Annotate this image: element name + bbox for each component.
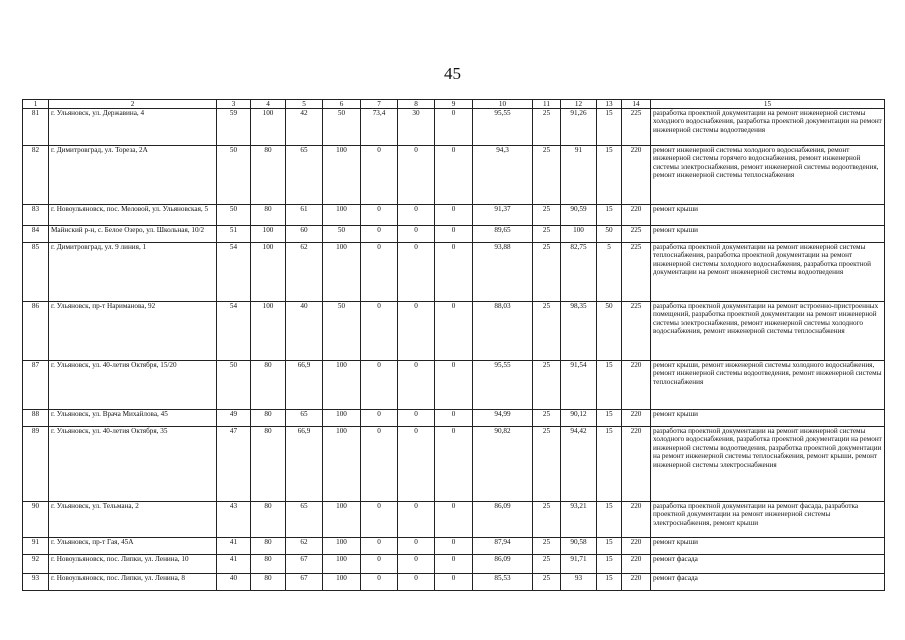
value-cell: 25 bbox=[533, 243, 561, 302]
value-cell: 59 bbox=[217, 109, 251, 146]
value-cell: 225 bbox=[622, 226, 651, 243]
value-cell: 0 bbox=[361, 538, 398, 555]
value-cell: 80 bbox=[251, 146, 286, 205]
row-number: 87 bbox=[23, 361, 49, 410]
value-cell: 86,09 bbox=[473, 555, 533, 574]
address-cell: Майнский р-н, с. Белое Озеро, ул. Школьная, 10/2 bbox=[49, 226, 217, 243]
table-row bbox=[23, 243, 885, 302]
work-description-cell: ремонт фасада bbox=[651, 555, 885, 574]
value-cell: 15 bbox=[597, 146, 622, 205]
table-row bbox=[23, 205, 885, 226]
address-cell: г. Новоульяновск, пос. Липки, ул. Ленина, 8 bbox=[49, 574, 217, 591]
value-cell: 80 bbox=[251, 205, 286, 226]
value-cell: 40 bbox=[286, 302, 323, 361]
column-header: 3 bbox=[217, 100, 251, 109]
value-cell: 47 bbox=[217, 427, 251, 502]
value-cell: 25 bbox=[533, 109, 561, 146]
value-cell: 91,54 bbox=[561, 361, 597, 410]
address-cell: г. Димитровград, ул. Тореза, 2А bbox=[49, 146, 217, 205]
value-cell: 91 bbox=[561, 146, 597, 205]
value-cell: 54 bbox=[217, 243, 251, 302]
value-cell: 0 bbox=[398, 205, 435, 226]
value-cell: 15 bbox=[597, 555, 622, 574]
value-cell: 65 bbox=[286, 410, 323, 427]
value-cell: 0 bbox=[398, 243, 435, 302]
value-cell: 80 bbox=[251, 555, 286, 574]
value-cell: 50 bbox=[323, 302, 361, 361]
column-header: 14 bbox=[622, 100, 651, 109]
value-cell: 100 bbox=[323, 361, 361, 410]
value-cell: 98,35 bbox=[561, 302, 597, 361]
column-header: 12 bbox=[561, 100, 597, 109]
value-cell: 62 bbox=[286, 243, 323, 302]
value-cell: 67 bbox=[286, 555, 323, 574]
value-cell: 100 bbox=[323, 502, 361, 538]
work-description-cell: разработка проектной документации на ремонт инженерной системы холодного водоснабжения, разработка проектной документации на ремонт инженерной системы водоотведения bbox=[651, 109, 885, 146]
value-cell: 40 bbox=[217, 574, 251, 591]
value-cell: 42 bbox=[286, 109, 323, 146]
value-cell: 0 bbox=[361, 502, 398, 538]
value-cell: 0 bbox=[361, 205, 398, 226]
value-cell: 80 bbox=[251, 361, 286, 410]
value-cell: 100 bbox=[323, 574, 361, 591]
value-cell: 80 bbox=[251, 502, 286, 538]
address-cell: г. Ульяновск, ул. 40-летия Октября, 15/20 bbox=[49, 361, 217, 410]
address-cell: г. Ульяновск, ул. Тельмана, 2 bbox=[49, 502, 217, 538]
value-cell: 0 bbox=[435, 243, 473, 302]
value-cell: 0 bbox=[361, 410, 398, 427]
work-description-cell: ремонт крыши, ремонт инженерной системы холодного водоснабжения, ремонт инженерной системы водоотведения, ремонт инженерной системы теплоснабжения bbox=[651, 361, 885, 410]
value-cell: 51 bbox=[217, 226, 251, 243]
table-row bbox=[23, 502, 885, 538]
value-cell: 90,82 bbox=[473, 427, 533, 502]
value-cell: 50 bbox=[217, 361, 251, 410]
row-number: 82 bbox=[23, 146, 49, 205]
table-row bbox=[23, 538, 885, 555]
value-cell: 225 bbox=[622, 302, 651, 361]
value-cell: 0 bbox=[435, 226, 473, 243]
column-header: 1 bbox=[23, 100, 49, 109]
value-cell: 0 bbox=[435, 410, 473, 427]
value-cell: 0 bbox=[435, 146, 473, 205]
column-header: 10 bbox=[473, 100, 533, 109]
value-cell: 62 bbox=[286, 538, 323, 555]
column-header: 5 bbox=[286, 100, 323, 109]
value-cell: 50 bbox=[323, 226, 361, 243]
value-cell: 220 bbox=[622, 502, 651, 538]
address-cell: г. Ульяновск, пр-т Нариманова, 92 bbox=[49, 302, 217, 361]
table-row bbox=[23, 109, 885, 146]
work-description-cell: ремонт крыши bbox=[651, 538, 885, 555]
value-cell: 100 bbox=[323, 538, 361, 555]
value-cell: 220 bbox=[622, 146, 651, 205]
value-cell: 50 bbox=[323, 109, 361, 146]
value-cell: 65 bbox=[286, 502, 323, 538]
value-cell: 0 bbox=[361, 427, 398, 502]
value-cell: 100 bbox=[561, 226, 597, 243]
value-cell: 66,9 bbox=[286, 361, 323, 410]
value-cell: 15 bbox=[597, 427, 622, 502]
value-cell: 80 bbox=[251, 538, 286, 555]
value-cell: 80 bbox=[251, 427, 286, 502]
value-cell: 0 bbox=[361, 302, 398, 361]
address-cell: г. Новоульяновск, пос. Меловой, ул. Ульяновская, 5 bbox=[49, 205, 217, 226]
value-cell: 0 bbox=[361, 574, 398, 591]
value-cell: 54 bbox=[217, 302, 251, 361]
value-cell: 91,26 bbox=[561, 109, 597, 146]
value-cell: 49 bbox=[217, 410, 251, 427]
work-description-cell: разработка проектной документации на ремонт инженерной системы холодного водоснабжения, разработка проектной документации на ремонт инженерной системы водоотведения, разработка проектной документации на ремонт инженерной системы теплоснабжения, ремонт крыши, ремонт инженерной системы электроснабжения bbox=[651, 427, 885, 502]
value-cell: 15 bbox=[597, 538, 622, 555]
value-cell: 15 bbox=[597, 574, 622, 591]
value-cell: 0 bbox=[435, 538, 473, 555]
value-cell: 0 bbox=[398, 574, 435, 591]
row-number: 91 bbox=[23, 538, 49, 555]
value-cell: 0 bbox=[398, 302, 435, 361]
table-row bbox=[23, 555, 885, 574]
address-cell: г. Ульяновск, пр-т Гая, 45А bbox=[49, 538, 217, 555]
value-cell: 0 bbox=[435, 555, 473, 574]
address-cell: г. Димитровград, ул. 9 линия, 1 bbox=[49, 243, 217, 302]
table-row bbox=[23, 574, 885, 591]
work-description-cell: ремонт крыши bbox=[651, 205, 885, 226]
value-cell: 25 bbox=[533, 302, 561, 361]
value-cell: 25 bbox=[533, 205, 561, 226]
work-description-cell: ремонт крыши bbox=[651, 410, 885, 427]
column-header: 15 bbox=[651, 100, 885, 109]
value-cell: 25 bbox=[533, 538, 561, 555]
row-number: 85 bbox=[23, 243, 49, 302]
address-cell: г. Новоульяновск, пос. Липки, ул. Ленина, 10 bbox=[49, 555, 217, 574]
column-header: 9 bbox=[435, 100, 473, 109]
value-cell: 25 bbox=[533, 226, 561, 243]
value-cell: 0 bbox=[435, 205, 473, 226]
value-cell: 0 bbox=[435, 361, 473, 410]
value-cell: 220 bbox=[622, 361, 651, 410]
value-cell: 220 bbox=[622, 538, 651, 555]
value-cell: 25 bbox=[533, 574, 561, 591]
value-cell: 0 bbox=[361, 243, 398, 302]
row-number: 84 bbox=[23, 226, 49, 243]
value-cell: 43 bbox=[217, 502, 251, 538]
value-cell: 0 bbox=[361, 226, 398, 243]
value-cell: 225 bbox=[622, 243, 651, 302]
column-header: 2 bbox=[49, 100, 217, 109]
value-cell: 0 bbox=[398, 410, 435, 427]
value-cell: 0 bbox=[435, 109, 473, 146]
value-cell: 0 bbox=[398, 427, 435, 502]
value-cell: 100 bbox=[323, 205, 361, 226]
value-cell: 86,09 bbox=[473, 502, 533, 538]
value-cell: 100 bbox=[323, 146, 361, 205]
row-number: 88 bbox=[23, 410, 49, 427]
column-header: 4 bbox=[251, 100, 286, 109]
value-cell: 93 bbox=[561, 574, 597, 591]
value-cell: 25 bbox=[533, 555, 561, 574]
value-cell: 95,55 bbox=[473, 109, 533, 146]
row-number: 89 bbox=[23, 427, 49, 502]
address-cell: г. Ульяновск, ул. 40-летия Октября, 35 bbox=[49, 427, 217, 502]
value-cell: 85,53 bbox=[473, 574, 533, 591]
row-number: 93 bbox=[23, 574, 49, 591]
page-number: 45 bbox=[444, 64, 461, 83]
value-cell: 0 bbox=[361, 361, 398, 410]
value-cell: 93,21 bbox=[561, 502, 597, 538]
value-cell: 41 bbox=[217, 538, 251, 555]
value-cell: 0 bbox=[398, 555, 435, 574]
column-header: 6 bbox=[323, 100, 361, 109]
value-cell: 93,88 bbox=[473, 243, 533, 302]
value-cell: 90,58 bbox=[561, 538, 597, 555]
value-cell: 0 bbox=[361, 146, 398, 205]
row-number: 92 bbox=[23, 555, 49, 574]
value-cell: 82,75 bbox=[561, 243, 597, 302]
work-description-cell: ремонт крыши bbox=[651, 226, 885, 243]
value-cell: 88,03 bbox=[473, 302, 533, 361]
work-description-cell: разработка проектной документации на ремонт фасада, разработка проектной документации на ремонт инженерной системы электроснабжения, ремонт крыши bbox=[651, 502, 885, 538]
value-cell: 15 bbox=[597, 205, 622, 226]
value-cell: 95,55 bbox=[473, 361, 533, 410]
value-cell: 50 bbox=[217, 146, 251, 205]
value-cell: 25 bbox=[533, 410, 561, 427]
address-cell: г. Ульяновск, ул. Державина, 4 bbox=[49, 109, 217, 146]
value-cell: 15 bbox=[597, 361, 622, 410]
table-row bbox=[23, 427, 885, 502]
value-cell: 73,4 bbox=[361, 109, 398, 146]
value-cell: 220 bbox=[622, 205, 651, 226]
repair-table bbox=[22, 99, 885, 591]
value-cell: 0 bbox=[398, 361, 435, 410]
value-cell: 100 bbox=[323, 243, 361, 302]
value-cell: 0 bbox=[398, 226, 435, 243]
header-row bbox=[23, 100, 885, 109]
table-row bbox=[23, 226, 885, 243]
value-cell: 100 bbox=[323, 410, 361, 427]
value-cell: 91,37 bbox=[473, 205, 533, 226]
value-cell: 25 bbox=[533, 427, 561, 502]
value-cell: 90,12 bbox=[561, 410, 597, 427]
value-cell: 65 bbox=[286, 146, 323, 205]
value-cell: 25 bbox=[533, 146, 561, 205]
row-number: 90 bbox=[23, 502, 49, 538]
value-cell: 15 bbox=[597, 502, 622, 538]
value-cell: 220 bbox=[622, 574, 651, 591]
table-row bbox=[23, 302, 885, 361]
row-number: 86 bbox=[23, 302, 49, 361]
value-cell: 66,9 bbox=[286, 427, 323, 502]
value-cell: 15 bbox=[597, 410, 622, 427]
row-number: 81 bbox=[23, 109, 49, 146]
table-row bbox=[23, 361, 885, 410]
value-cell: 87,94 bbox=[473, 538, 533, 555]
value-cell: 30 bbox=[398, 109, 435, 146]
value-cell: 0 bbox=[398, 146, 435, 205]
value-cell: 67 bbox=[286, 574, 323, 591]
value-cell: 220 bbox=[622, 555, 651, 574]
value-cell: 0 bbox=[398, 502, 435, 538]
value-cell: 220 bbox=[622, 427, 651, 502]
value-cell: 94,99 bbox=[473, 410, 533, 427]
value-cell: 100 bbox=[323, 427, 361, 502]
value-cell: 50 bbox=[597, 302, 622, 361]
work-description-cell: разработка проектной документации на ремонт инженерной системы теплоснабжения, разработка проектной документации на ремонт инженерной системы холодного водоснабжения, разработка проектной документации на ремонт инженерной системы водоотведения bbox=[651, 243, 885, 302]
column-header: 13 bbox=[597, 100, 622, 109]
value-cell: 50 bbox=[597, 226, 622, 243]
value-cell: 90,59 bbox=[561, 205, 597, 226]
column-header: 8 bbox=[398, 100, 435, 109]
value-cell: 0 bbox=[435, 502, 473, 538]
value-cell: 0 bbox=[398, 538, 435, 555]
work-description-cell: ремонт инженерной системы холодного водоснабжения, ремонт инженерной системы горячего водоснабжения, ремонт инженерной системы электроснабжения, ремонт инженерной системы водоотведения, ремонт инженерной системы теплоснабжения bbox=[651, 146, 885, 205]
value-cell: 5 bbox=[597, 243, 622, 302]
value-cell: 100 bbox=[251, 302, 286, 361]
value-cell: 91,71 bbox=[561, 555, 597, 574]
value-cell: 0 bbox=[435, 302, 473, 361]
value-cell: 80 bbox=[251, 574, 286, 591]
value-cell: 100 bbox=[251, 243, 286, 302]
value-cell: 0 bbox=[435, 427, 473, 502]
value-cell: 220 bbox=[622, 410, 651, 427]
table-row bbox=[23, 146, 885, 205]
value-cell: 61 bbox=[286, 205, 323, 226]
value-cell: 15 bbox=[597, 109, 622, 146]
value-cell: 0 bbox=[361, 555, 398, 574]
column-header: 11 bbox=[533, 100, 561, 109]
value-cell: 0 bbox=[435, 574, 473, 591]
value-cell: 100 bbox=[323, 555, 361, 574]
value-cell: 94,42 bbox=[561, 427, 597, 502]
value-cell: 225 bbox=[622, 109, 651, 146]
value-cell: 80 bbox=[251, 410, 286, 427]
row-number: 83 bbox=[23, 205, 49, 226]
value-cell: 94,3 bbox=[473, 146, 533, 205]
value-cell: 25 bbox=[533, 502, 561, 538]
table-row bbox=[23, 410, 885, 427]
value-cell: 60 bbox=[286, 226, 323, 243]
value-cell: 41 bbox=[217, 555, 251, 574]
value-cell: 100 bbox=[251, 226, 286, 243]
column-header: 7 bbox=[361, 100, 398, 109]
value-cell: 100 bbox=[251, 109, 286, 146]
value-cell: 89,65 bbox=[473, 226, 533, 243]
work-description-cell: ремонт фасада bbox=[651, 574, 885, 591]
address-cell: г. Ульяновск, ул. Врача Михайлова, 45 bbox=[49, 410, 217, 427]
work-description-cell: разработка проектной документации на ремонт встроенно-пристроенных помещений, разработка проектной документации на ремонт инженерной системы электроснабжения, ремонт инженерной системы холодного водоснабжения, ремонт инженерной системы теплоснабжения bbox=[651, 302, 885, 361]
value-cell: 50 bbox=[217, 205, 251, 226]
value-cell: 25 bbox=[533, 361, 561, 410]
